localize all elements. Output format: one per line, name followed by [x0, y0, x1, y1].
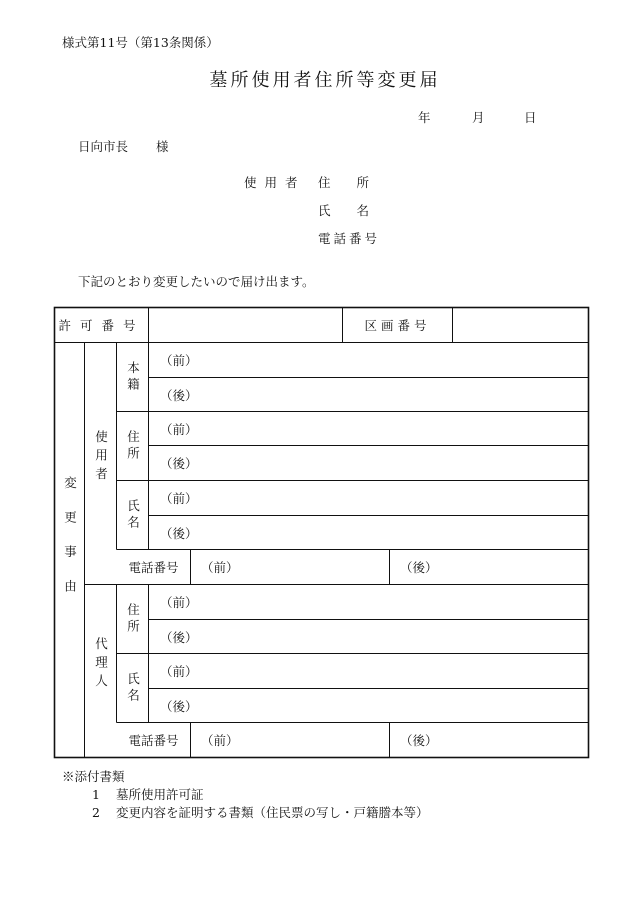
- attachment-text: 墓所使用許可証: [116, 787, 204, 802]
- agent-address-before[interactable]: （前）: [160, 595, 198, 610]
- applicant-name-label: 氏名: [318, 203, 396, 218]
- user-label: 使用者: [93, 430, 109, 486]
- attachment-item: [92, 803, 429, 821]
- attachment-item: [92, 785, 204, 803]
- applicant-label: 使用者: [244, 175, 306, 190]
- agent-name-before[interactable]: （前）: [160, 664, 198, 679]
- intro-text: 下記のとおり変更したいので届け出ます。: [78, 274, 315, 289]
- user-name-label: 氏名: [125, 498, 141, 532]
- attachment-number: 2: [92, 805, 100, 820]
- addressee-honorific: 様: [156, 139, 169, 154]
- agent-phone-before[interactable]: （前）: [201, 733, 239, 748]
- addressee-name: 日向市長: [78, 139, 129, 154]
- date-year-label: 年: [418, 110, 431, 125]
- form-number: 様式第11号（第13条関係）: [62, 35, 219, 50]
- agent-name-label: 氏名: [125, 671, 141, 705]
- user-domicile-after[interactable]: （後）: [160, 387, 198, 403]
- user-name-after[interactable]: （後）: [160, 525, 198, 541]
- user-name-before[interactable]: （前）: [160, 491, 198, 506]
- applicant-address-label: 住所: [318, 175, 396, 190]
- attachment-number: 1: [92, 787, 100, 802]
- date-month-label: 月: [472, 110, 485, 125]
- form-title: 墓所使用者住所等変更届: [209, 70, 441, 91]
- permit-number-label: 許可番号: [58, 318, 145, 333]
- agent-name-after[interactable]: （後）: [160, 698, 198, 714]
- plot-number-field[interactable]: [453, 308, 588, 342]
- date-day-label: 日: [524, 110, 537, 125]
- user-address-after[interactable]: （後）: [160, 456, 198, 471]
- permit-number-field[interactable]: [149, 308, 342, 342]
- attachment-text: 変更内容を証明する書類（住民票の写し・戸籍謄本等）: [116, 805, 429, 820]
- plot-number-label: 区画番号: [364, 318, 431, 333]
- agent-label: 代理人: [93, 637, 109, 693]
- user-address-label: 住所: [125, 429, 141, 463]
- agent-address-label: 住所: [125, 602, 141, 636]
- user-address-before[interactable]: （前）: [160, 421, 198, 437]
- user-phone-after[interactable]: （後）: [400, 560, 438, 575]
- user-phone-label: 電話番号: [128, 560, 179, 575]
- agent-phone-after[interactable]: （後）: [400, 733, 438, 748]
- applicant-phone-label: 電話番号: [318, 231, 381, 246]
- user-domicile-label: 本籍: [125, 360, 141, 394]
- attachments-heading: ※添付書類: [62, 769, 125, 784]
- agent-phone-label: 電話番号: [128, 733, 179, 748]
- agent-address-after[interactable]: （後）: [160, 629, 198, 645]
- change-reason-label: 変更事由: [62, 476, 78, 614]
- user-domicile-before[interactable]: （前）: [160, 353, 198, 368]
- user-phone-before[interactable]: （前）: [201, 560, 239, 575]
